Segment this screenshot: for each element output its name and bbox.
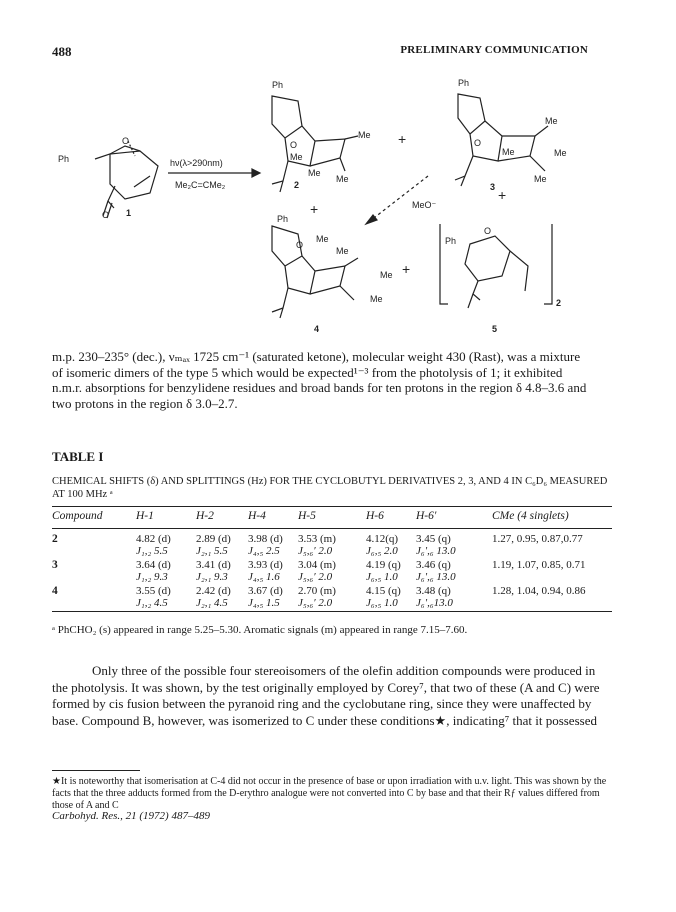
plus-1: + [398, 131, 407, 147]
row-3-h2: 3.41 (d) [196, 559, 231, 571]
row-2-h2: 2.89 (d) [196, 533, 231, 545]
reagent-top: hν(λ>290nm) [170, 158, 223, 168]
me-2a: Me [290, 152, 303, 162]
row-4-h5: 2.70 (m) [298, 585, 336, 597]
row-4-j6prime: J₆′,₆13.0 [416, 597, 453, 609]
row-2-j4: J₄,₅ 2.5 [248, 545, 280, 557]
col-h6prime: H-6′ [416, 510, 437, 522]
me-2b: Me [358, 130, 371, 140]
journal-reference: Carbohyd. Res., 21 (1972) 487–489 [52, 810, 210, 822]
row-3-cme: 1.19, 1.07, 0.85, 0.71 [492, 559, 586, 571]
row-3-j4: J₄,₅ 1.6 [248, 571, 280, 583]
col-cme: CMe (4 singlets) [492, 510, 569, 522]
row-4-j1: J₁,₂ 4.5 [136, 597, 168, 609]
table-caption: CHEMICAL SHIFTS (δ) AND SPLITTINGS (Hz) FOR THE CYCLOBUTYL DERIVATIVES 2, 3, AND 4 IN C₆D₆ MEASURED AT 100 MHz ᵃ [52, 476, 608, 500]
row-4-h6: 4.15 (q) [366, 585, 401, 597]
ph-3: Ph [458, 78, 470, 88]
me-4d: Me [370, 294, 383, 304]
table-footnote: ᵃ PhCHO₂ (s) appeared in range 5.25–5.30. Aromatic signals (m) appeared in range 7.15–7.60. [52, 624, 468, 636]
row-3-h4: 3.93 (d) [248, 559, 283, 571]
row-3-j2: J₂,₁ 9.3 [196, 571, 228, 583]
me-3b: Me [502, 147, 515, 157]
row-2-j6: J₆,₅ 2.0 [366, 545, 398, 557]
me-4a: Me [316, 234, 329, 244]
running-head: PRELIMINARY COMMUNICATION [400, 44, 588, 56]
row-4-h4: 3.67 (d) [248, 585, 283, 597]
reagent-bottom: Me₂C=CMe₂ [175, 180, 226, 190]
row-2-h6prime: 3.45 (q) [416, 533, 451, 545]
me-3c: Me [554, 148, 567, 158]
me-2c: Me [308, 168, 321, 178]
me-2d: Me [336, 174, 349, 184]
row-4-h2: 2.42 (d) [196, 585, 231, 597]
paragraph-1: m.p. 230–235° (dec.), νₘₐₓ 1725 cm⁻¹ (saturated ketone), molecular weight 430 (Rast), was a mixture of isomeric dimers of the type 5 which would be expected¹⁻³ from the photolysis of 1; it exhibited n.m.r. absorptions for benzylidene residues and broad bands for ten protons in the region δ 4.8–3.6 and two protons in the region δ 3.0–2.7. [52, 349, 587, 411]
o-1b: O [102, 210, 110, 220]
label-2: 2 [294, 180, 300, 190]
page-number: 488 [52, 44, 72, 59]
compound-3-structure [455, 94, 548, 186]
col-h4: H-4 [248, 510, 266, 522]
row-3-h6: 4.19 (q) [366, 559, 401, 571]
table-title: TABLE I [52, 449, 104, 464]
row-3-h1: 3.64 (d) [136, 559, 171, 571]
row-4-h6prime: 3.48 (q) [416, 585, 451, 597]
row-4-j5: J₅,₆′ 2.0 [298, 597, 333, 609]
plus-3: + [498, 187, 507, 203]
o-2: O [290, 140, 298, 150]
row-4-h1: 3.55 (d) [136, 585, 171, 597]
row-2-cme: 1.27, 0.95, 0.87,0.77 [492, 533, 583, 545]
row-2-j5: J₅,₆′ 2.0 [298, 545, 333, 557]
compound-4-structure [272, 226, 358, 318]
row-4-j2: J₂,₁ 4.5 [196, 597, 228, 609]
label-5-sub: 2 [556, 298, 562, 308]
o-4: O [296, 240, 304, 250]
col-h1: H-1 [136, 510, 154, 522]
row-2-j6prime: J₆′,₆ 13.0 [416, 545, 456, 557]
reaction-scheme [40, 66, 640, 336]
me-4c: Me [380, 270, 393, 280]
col-h5: H-5 [298, 510, 316, 522]
row-3-h6prime: 3.46 (q) [416, 559, 451, 571]
ph-5: Ph [445, 236, 457, 246]
row-2-j2: J₂,₁ 5.5 [196, 545, 228, 557]
col-h2: H-2 [196, 510, 214, 522]
label-4: 4 [314, 324, 320, 334]
row-3-compound: 3 [52, 559, 58, 571]
plus-2: + [310, 201, 319, 217]
ph-4: Ph [277, 214, 289, 224]
row-4-j4: J₄,₅ 1.5 [248, 597, 280, 609]
paragraph-2: Only three of the possible four stereoisomers of the olefin addition compounds were produced in the photolysis. It was shown, by the test originally employed by Corey⁷, that two of these (A and C) were formed by cis fusion between the pyranoid ring and the cyclobutane ring, since they were unaffected by base. Compound B, however, was isomerized to C under these conditions★, indicating⁷ that it possessed [52, 663, 600, 728]
row-4-cme: 1.28, 1.04, 0.94, 0.86 [492, 585, 586, 597]
ph-2: Ph [272, 80, 284, 90]
me-3d: Me [534, 174, 547, 184]
plus-4: + [402, 261, 411, 277]
row-2-h5: 3.53 (m) [298, 533, 336, 545]
compound-5-structure [440, 224, 552, 308]
row-2-h1: 4.82 (d) [136, 533, 171, 545]
o-3: O [474, 138, 482, 148]
row-3-h5: 3.04 (m) [298, 559, 336, 571]
o-1a: O [122, 136, 130, 146]
col-compound: Compound [52, 510, 103, 522]
me-4b: Me [336, 246, 349, 256]
row-2-h6: 4.12(q) [366, 533, 399, 545]
label-1: 1 [126, 208, 132, 218]
row-3-j6prime: J₆′,₆ 13.0 [416, 571, 456, 583]
label-3: 3 [490, 182, 496, 192]
row-2-h4: 3.98 (d) [248, 533, 283, 545]
star-footnote: ★It is noteworthy that isomerisation at C-4 did not occur in the presence of base or upon irradiation with u.v. light. This was shown by the facts that the three adducts formed from the D-erythro analogue were not converted into C by base and that their Rƒ values differed from those of A and C [52, 776, 607, 811]
row-2-j1: J₁,₂ 5.5 [136, 545, 168, 557]
row-2-compound: 2 [52, 533, 58, 545]
row-4-j6: J₆,₅ 1.0 [366, 597, 398, 609]
row-3-j5: J₅,₆′ 2.0 [298, 571, 333, 583]
label-5: 5 [492, 324, 498, 334]
meo-label: MeO⁻ [412, 200, 437, 210]
col-h6: H-6 [366, 510, 384, 522]
compound-1-structure [95, 141, 158, 218]
row-3-j6: J₆,₅ 1.0 [366, 571, 398, 583]
me-3a: Me [545, 116, 558, 126]
row-3-j1: J₁,₂ 9.3 [136, 571, 168, 583]
o-5: O [484, 226, 492, 236]
row-4-compound: 4 [52, 585, 58, 597]
footnote-separator [52, 770, 140, 771]
ph-1: Ph [58, 154, 70, 164]
